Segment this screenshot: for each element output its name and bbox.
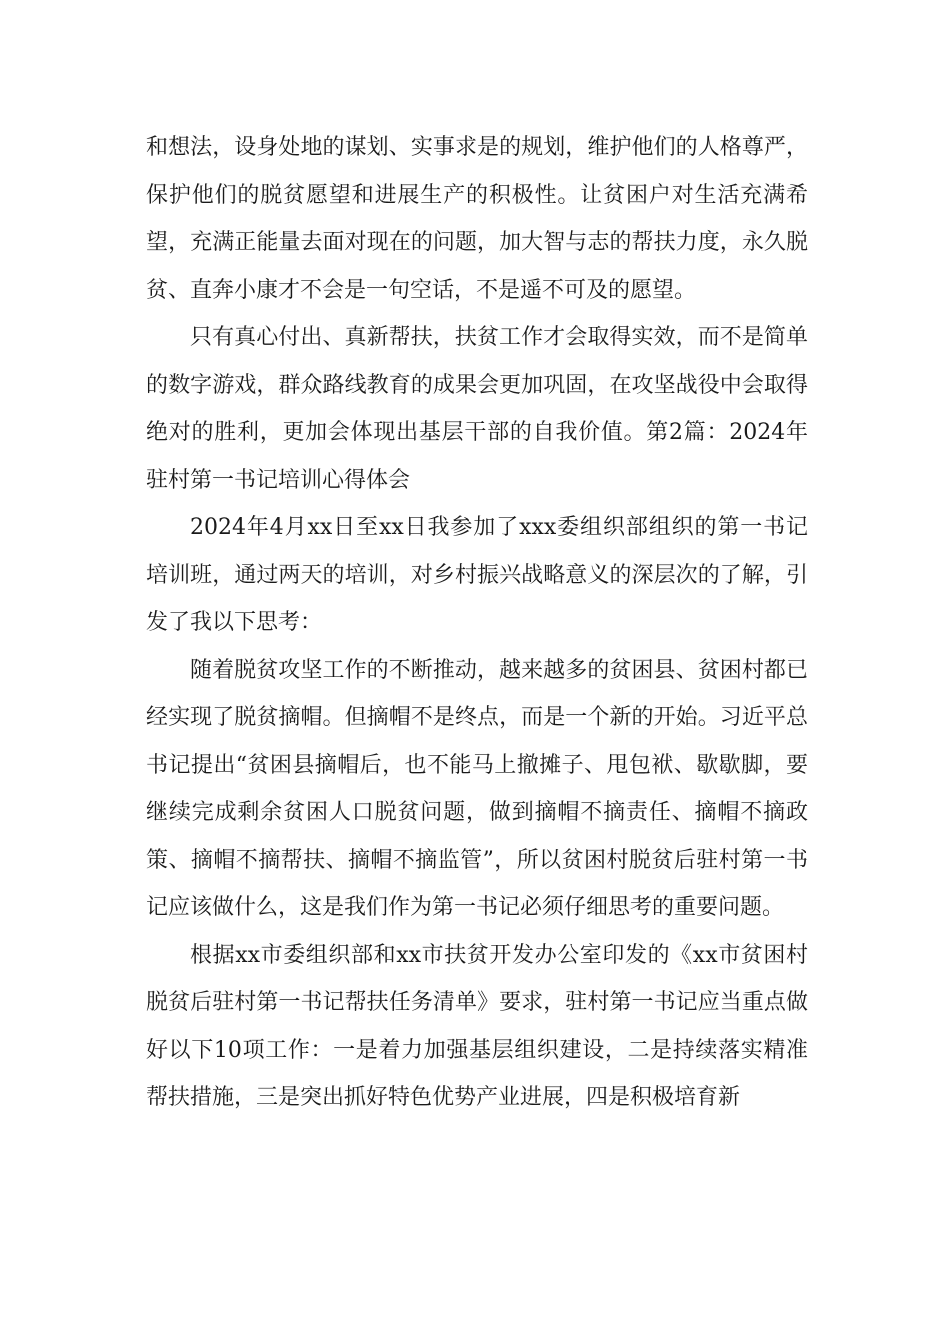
paragraph-task-list: 根据xx市委组织部和xx市扶贫开发办公室印发的《xx市贫困村脱贫后驻村第一书记帮扶任务清单》要求，驻村第一书记应当重点做好以下10项工作：一是着力加强基层组织建设，二是持续落实精准帮扶措施，三是突出抓好特色优势产业进展，四是积极培育新 [146, 942, 808, 1110]
paragraph-poverty-alleviation: 随着脱贫攻坚工作的不断推动，越来越多的贫困县、贫困村都已经实现了脱贫摘帽。但摘帽不是终点，而是一个新的开始。习近平总书记提出“贫困县摘帽后，也不能马上撤摊子、甩包袱、歇歇脚，要继续完成剩余贫困人口脱贫问题，做到摘帽不摘责任、摘帽不摘政策、摘帽不摘帮扶、摘帽不摘监管”，所以贫困村脱贫后驻村第一书记应该做什么，这是我们作为第一书记必须仔细思考的重要问题。 [146, 657, 808, 920]
paragraph-training-intro: 2024年4月xx日至xx日我参加了xxx委组织部组织的第一书记培训班，通过两天的培训，对乡村振兴战略意义的深层次的了解，引发了我以下思考： [146, 515, 808, 635]
document-body [146, 124, 808, 1122]
paragraph-continuation: 和想法，设身处地的谋划、实事求是的规划，维护他们的人格尊严，保护他们的脱贫愿望和进展生产的积极性。让贫困户对生活充满希望，充满正能量去面对现在的问题，加大智与志的帮扶力度，永久脱贫、直奔小康才不会是一句空话，不是遥不可及的愿望。 [146, 135, 808, 303]
paragraph-sincere-help: 只有真心付出、真新帮扶，扶贫工作才会取得实效，而不是简单的数字游戏，群众路线教育的成果会更加巩固，在攻坚战役中会取得绝对的胜利，更加会体现出基层干部的自我价值。第2篇：2024年驻村第一书记培训心得体会 [146, 325, 808, 493]
